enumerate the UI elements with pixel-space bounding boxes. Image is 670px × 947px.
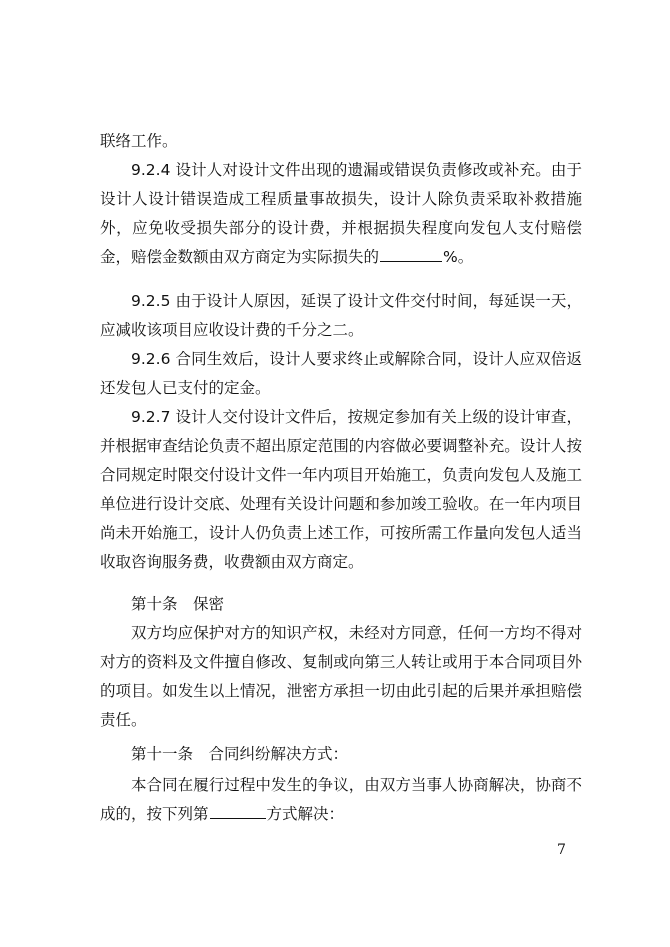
article-body-text: 本合同在履行过程中发生的争议，由双方当事人协商解决，协商不成的，按下列第 xyxy=(100,776,582,823)
clause-9-2-4 xyxy=(100,156,582,272)
clause-text: 9.2.5 由于设计人原因，延误了设计文件交付时间，每延误一天，应减收该项目应收设计费的千分之二。 xyxy=(100,292,582,339)
article-11-body xyxy=(100,771,582,829)
article-10-body xyxy=(100,619,582,735)
article-11-heading xyxy=(100,740,582,769)
clause-9-2-6 xyxy=(100,345,582,403)
clause-9-2-5 xyxy=(100,287,582,345)
article-10-heading xyxy=(100,590,582,619)
article-body-suffix: 方式解决： xyxy=(266,805,345,823)
page-number: 7 xyxy=(557,842,566,858)
article-heading-text: 第十条 保密 xyxy=(131,595,225,613)
article-heading-text: 第十一条 合同纠纷解决方式： xyxy=(131,745,349,763)
clause-text: 9.2.7 设计人交付设计文件后，按规定参加有关上级的设计审查，并根据审查结论负责不超出原定范围的内容做必要调整补充。设计人按合同规定时限交付设计文件一年内项目开始施工，负责向发包人及施工单位进行设计交底、处理有关设计问题和参加竣工验收。在一年内项目尚未开始施工，设计人仍负责上述工作，可按所需工作量向发包人适当收取咨询服务费，收费额由双方商定。 xyxy=(100,408,582,571)
paragraph-text: 联络工作。 xyxy=(100,132,178,150)
paragraph-continuation xyxy=(100,127,582,156)
clause-text: 9.2.6 合同生效后，设计人要求终止或解除合同，设计人应双倍返还发包人已支付的定金。 xyxy=(100,350,582,397)
clause-text: 9.2.4 设计人对设计文件出现的遗漏或错误负责修改或补充。由于设计人设计错误造成工程质量事故损失，设计人除负责采取补救措施外，应免收受损失部分的设计费，并根据损失程度向发包人支付赔偿金，赔偿金数额由双方商定为实际损失的 xyxy=(100,161,582,266)
clause-9-2-7 xyxy=(100,403,582,577)
fill-in-blank-method xyxy=(210,817,266,819)
article-body-text: 双方均应保护对方的知识产权，未经对方同意，任何一方均不得对对方的资料及文件擅自修改、复制或向第三人转让或用于本合同项目外的项目。如发生以上情况，泄密方承担一切由此引起的后果并承担赔偿责任。 xyxy=(100,624,582,729)
fill-in-blank-percentage xyxy=(380,260,442,262)
clause-suffix: %。 xyxy=(443,248,474,266)
